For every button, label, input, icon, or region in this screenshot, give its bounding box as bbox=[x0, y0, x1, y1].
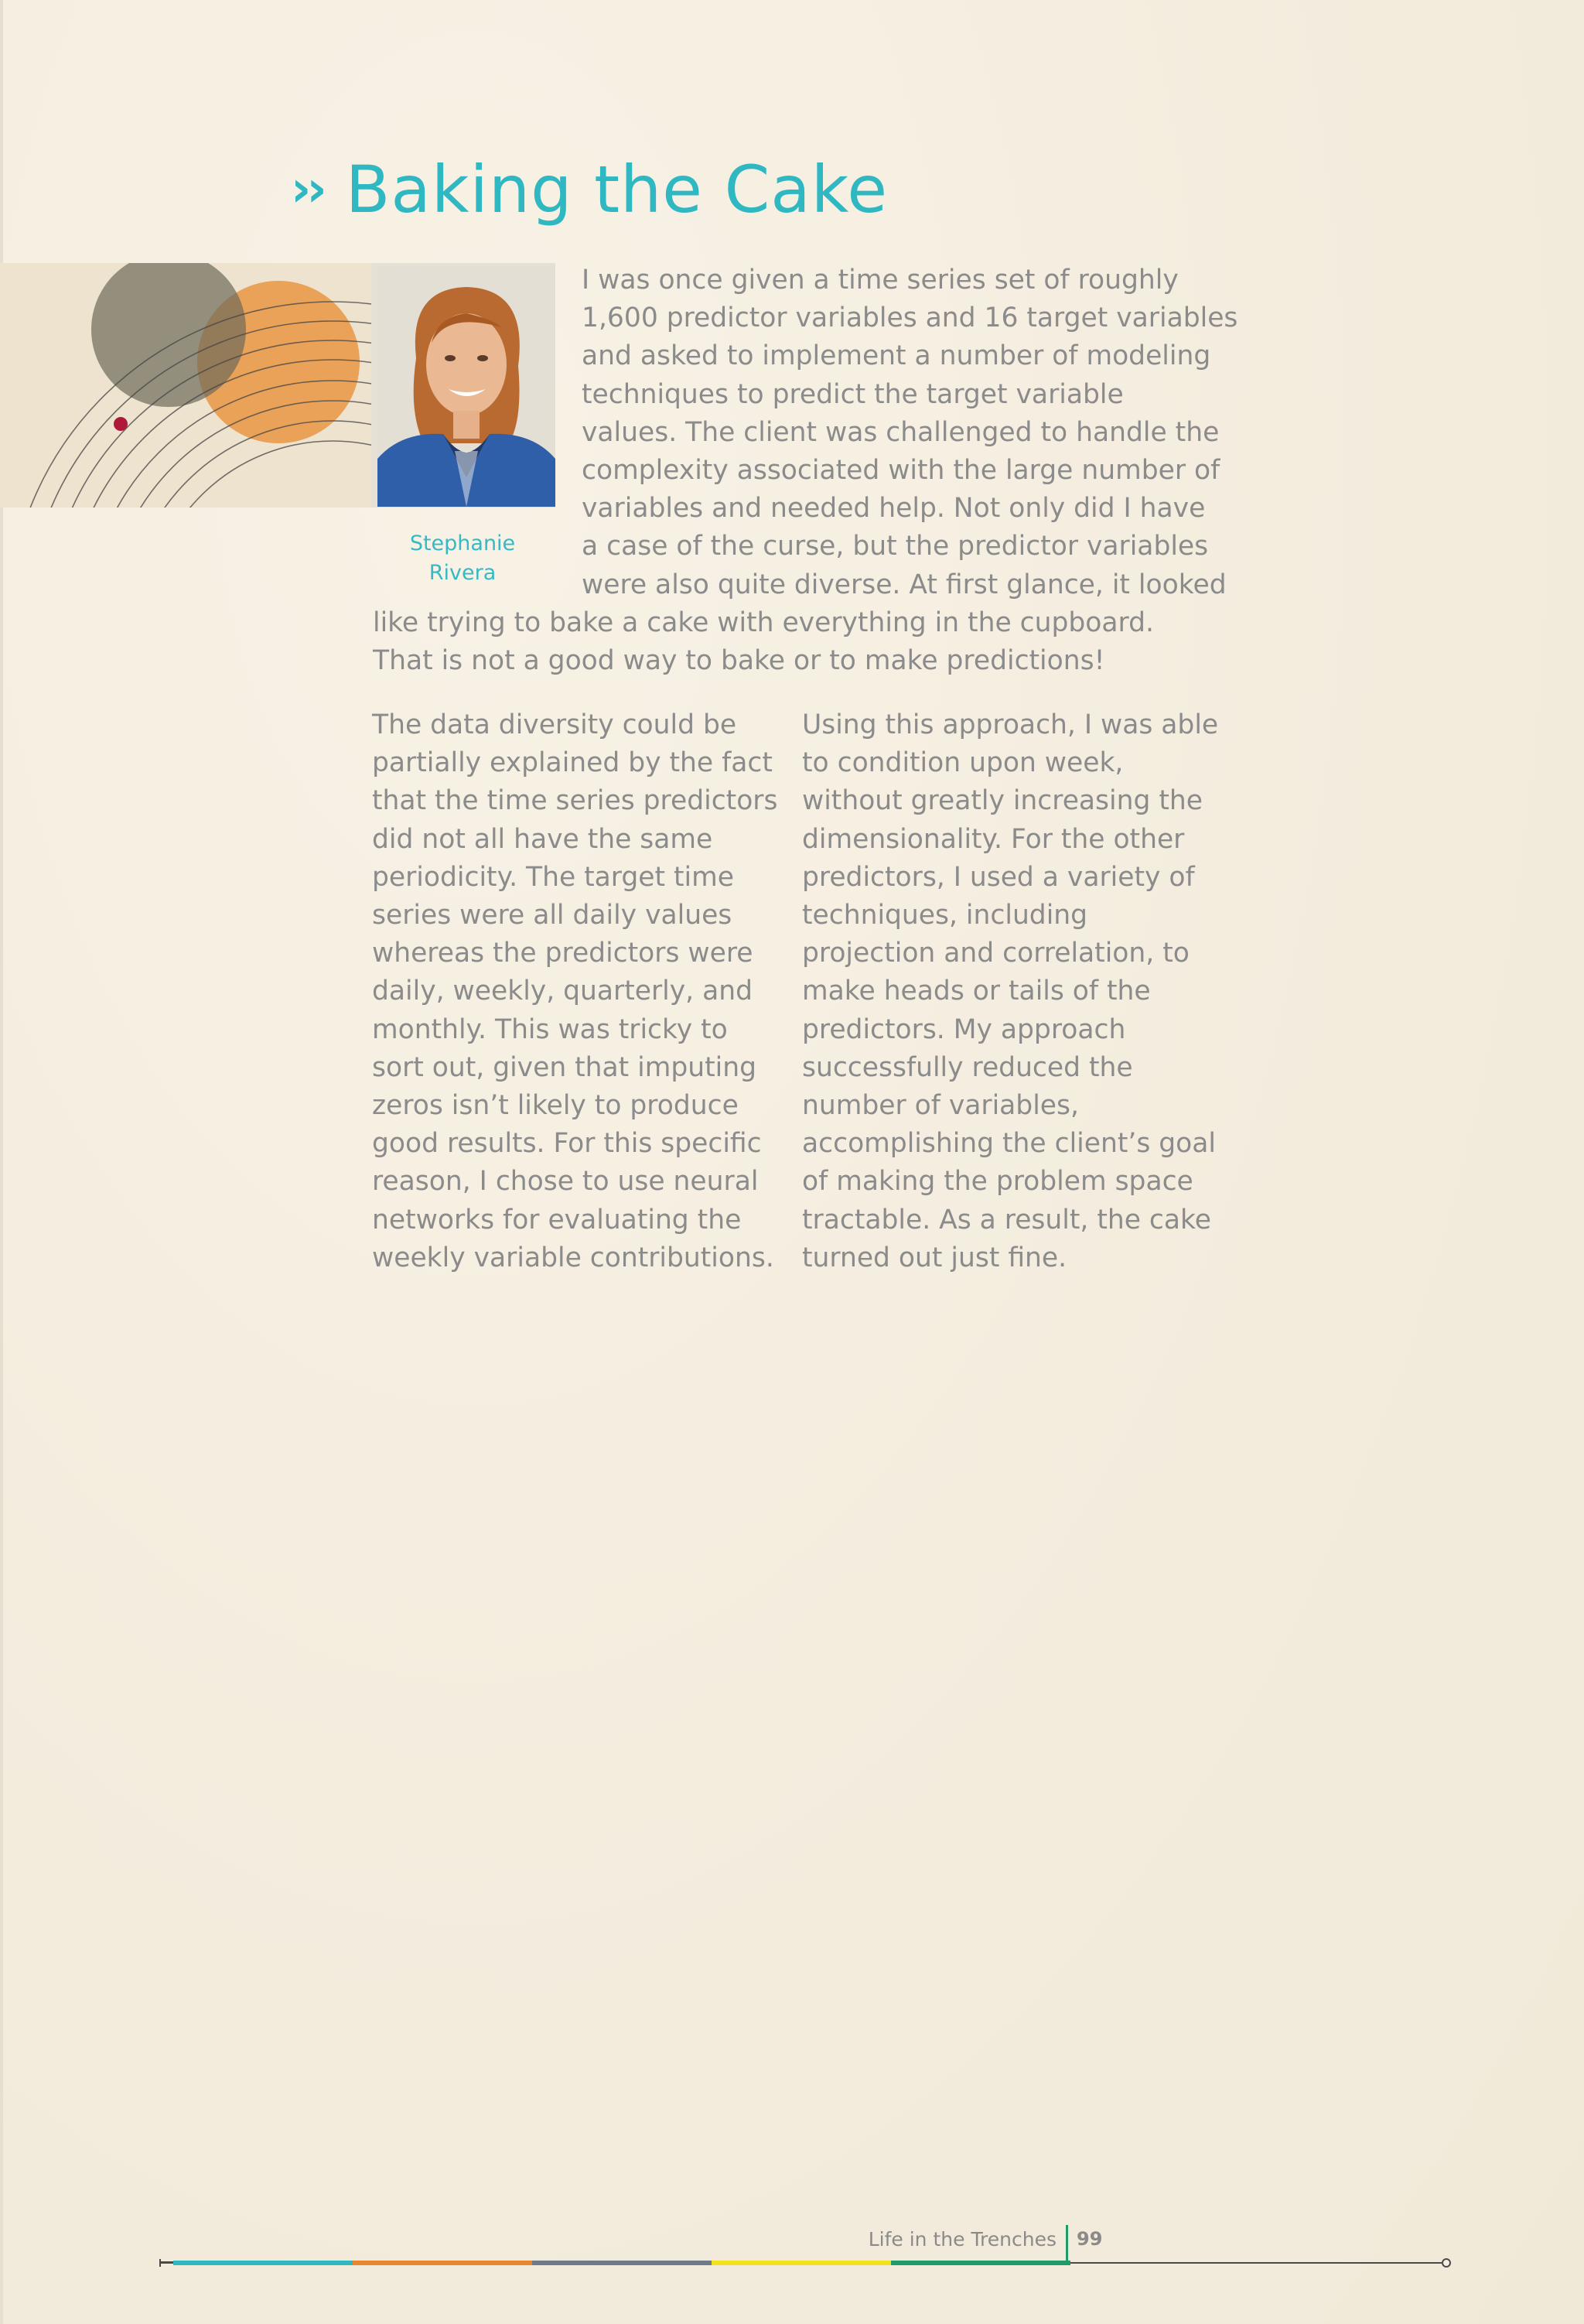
page-title: Baking the Cake bbox=[345, 152, 889, 227]
intro-line: a case of the curse, but the predictor variables bbox=[582, 531, 1209, 562]
footer-section-title: Life in the Trenches bbox=[868, 2228, 1057, 2251]
intro-line: values. The client was challenged to handle the bbox=[582, 416, 1220, 448]
intro-line: techniques to predict the target variable bbox=[582, 378, 1124, 410]
intro-line: were also quite diverse. At first glance, it looked bbox=[582, 569, 1227, 600]
intro-line: That is not a good way to bake or to make predictions! bbox=[373, 645, 1105, 677]
footer-color-rule bbox=[159, 2257, 1453, 2268]
author-first-name: Stephanie bbox=[409, 531, 516, 555]
double-chevron-icon: ›› bbox=[291, 161, 323, 218]
paragraph-right: Using this approach, I was able to condition upon week, without greatly increasing the dimensionality. For the other predictors, I used a variety of techniques, including projection and correlation, to make heads or tails of the predictors. My approach successfully reduced the number of variables, accomplishing the client’s goal of making the problem space tractable. As a result, the cake turned out just fine. bbox=[802, 709, 1219, 1273]
paragraph-left: The data diversity could be partially explained by the fact that the time series predictors did not all have the same periodicity. The target time series were all daily values whereas the predictors were daily, weekly, quarterly, and monthly. This was tricky to sort out, given that imputing zeros isn’t likely to produce good results. For this specific reason, I chose to use neural networks for evaluating the weekly variable contributions. bbox=[372, 709, 778, 1273]
section-heading bbox=[291, 147, 888, 232]
author-photo bbox=[377, 265, 555, 507]
intro-line: 1,600 predictor variables and 16 target variables bbox=[582, 302, 1238, 334]
body-column-right bbox=[802, 706, 1220, 1277]
intro-line: I was once given a time series set of roughly bbox=[582, 265, 1179, 296]
intro-line: and asked to implement a number of modeling bbox=[582, 340, 1211, 372]
intro-line: variables and needed help. Not only did I have bbox=[582, 493, 1206, 525]
author-last-name: Rivera bbox=[428, 561, 497, 585]
footer-divider bbox=[1066, 2225, 1068, 2261]
page-number: 99 bbox=[1077, 2228, 1103, 2250]
intro-line: complexity associated with the large number of bbox=[582, 455, 1220, 487]
intro-line: like trying to bake a cake with everything in the cupboard. bbox=[373, 607, 1154, 638]
author-caption bbox=[377, 529, 548, 588]
body-column-left bbox=[372, 706, 782, 1277]
